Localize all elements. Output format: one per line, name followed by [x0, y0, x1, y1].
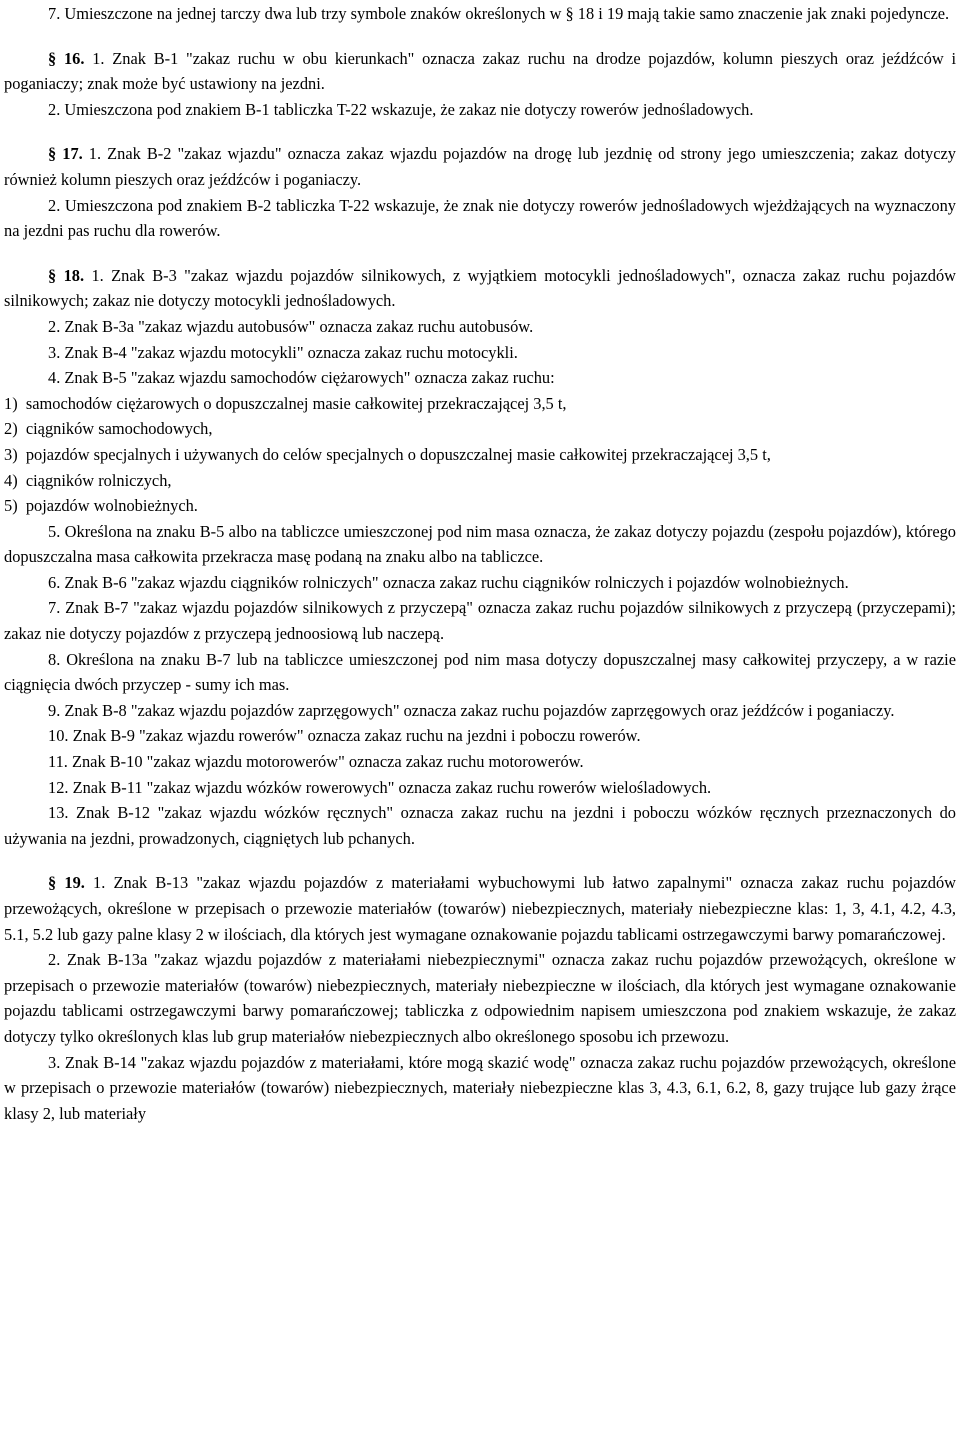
- paragraph-text: 12. Znak B-11 "zakaz wjazdu wózków rowerowych" oznacza zakaz ruchu rowerów wielośladowych.: [48, 777, 712, 797]
- section-number: § 17.: [48, 144, 83, 164]
- paragraph: [4, 723, 956, 749]
- paragraph-text: 1. Znak B-2 "zakaz wjazdu" oznacza zakaz wjazdu pojazdów na drogę lub jezdnię od strony jego umieszczenia; zakaz dotyczy również kolumn pieszych oraz jeźdźców i poganiaczy.: [4, 144, 957, 189]
- section-paragraph-17: [4, 141, 956, 192]
- list-item: [4, 391, 956, 417]
- paragraph-text: 11. Znak B-10 "zakaz wjazdu motorowerów" oznacza zakaz ruchu motorowerów.: [48, 752, 584, 772]
- paragraph: [4, 698, 956, 724]
- list-item-text: 4) ciągników rolniczych,: [4, 470, 172, 490]
- section-number: § 16.: [48, 48, 85, 68]
- section-number: § 19.: [48, 873, 85, 893]
- paragraph: [4, 800, 956, 851]
- paragraph-text: 3. Znak B-4 "zakaz wjazdu motocykli" oznacza zakaz ruchu motocykli.: [48, 342, 518, 362]
- paragraph: [4, 749, 956, 775]
- list-item-text: 5) pojazdów wolnobieżnych.: [4, 496, 198, 516]
- section-paragraph-19: [4, 870, 956, 947]
- paragraph: [4, 340, 956, 366]
- paragraph-text: 9. Znak B-8 "zakaz wjazdu pojazdów zaprzęgowych" oznacza zakaz ruchu pojazdów zaprzęgowych oraz jeźdźców i poganiaczy.: [48, 700, 895, 720]
- list-item: [4, 493, 956, 519]
- paragraph: [4, 647, 956, 698]
- paragraph: [4, 365, 956, 391]
- list-item-text: 1) samochodów ciężarowych o dopuszczalnej masie całkowitej przekraczającej 3,5 t,: [4, 393, 567, 413]
- paragraph-text: 5. Określona na znaku B-5 albo na tabliczce umieszczonej pod nim masa oznacza, że zakaz dotyczy pojazdu (zespołu pojazdów), którego dopuszczalna masa całkowita przekracza masę podaną na znaku albo na tabliczce.: [4, 521, 956, 567]
- paragraph-text: 8. Określona na znaku B-7 lub na tabliczce umieszczonej pod nim masa dotyczy dopuszczalnej masy całkowitej przyczepy, a w razie ciągnięcia dwóch przyczep - sumy ich mas.: [4, 649, 956, 695]
- paragraph-text: 6. Znak B-6 "zakaz wjazdu ciągników rolniczych" oznacza zakaz ruchu ciągników rolniczych i pojazdów wolnobieżnych.: [48, 572, 849, 592]
- paragraph: [4, 193, 956, 244]
- paragraph-text: 1. Znak B-13 "zakaz wjazdu pojazdów z materiałami wybuchowymi lub łatwo zapalnymi" oznacza zakaz ruchu pojazdów przewożących, określone w przepisach o przewozie materiałów (towarów) niebezpiecznych, materiały niebezpieczne klas: 1, 3, 4.1, 4.2, 4.3, 5.1, 5.2 lub gazy palne klasy 2 w ilościach, dla których jest wymagane oznakowanie pojazdu tablicami ostrzegawczymi barwy pomarańczowej.: [4, 873, 956, 944]
- paragraph-text: 1. Znak B-3 "zakaz wjazdu pojazdów silnikowych, z wyjątkiem motocykli jednośladowych", oznacza zakaz ruchu pojazdów silnikowych; zakaz nie dotyczy motocykli jednośladowych.: [4, 265, 957, 311]
- paragraph-text: 2. Znak B-3a "zakaz wjazdu autobusów" oznacza zakaz ruchu autobusów.: [48, 316, 534, 336]
- paragraph-text: 2. Umieszczona pod znakiem B-1 tabliczka T-22 wskazuje, że zakaz nie dotyczy rowerów jednośladowych.: [48, 99, 754, 119]
- paragraph-text: 10. Znak B-9 "zakaz wjazdu rowerów" oznacza zakaz ruchu na jezdni i poboczu rowerów.: [48, 726, 641, 746]
- paragraph-text: 7. Znak B-7 "zakaz wjazdu pojazdów silnikowych z przyczepą" oznacza zakaz ruchu pojazdów silnikowych z przyczepą (przyczepami); zakaz nie dotyczy pojazdów z przyczepą jednoosiową lub naczepą.: [4, 598, 956, 644]
- paragraph-text: 3. Znak B-14 "zakaz wjazdu pojazdów z materiałami, które mogą skazić wodę" oznacza zakaz ruchu pojazdów przewożących, określone w przepisach o przewozie materiałów (towarów) niebezpiecznych, materiały niebezpieczne klas 3, 4.3, 6.1, 6.2, 8, gazy trujące lub gazy żrące klasy 2, lub materiały: [4, 1052, 956, 1123]
- list-item-text: 2) ciągników samochodowych,: [4, 419, 213, 439]
- paragraph: [4, 947, 956, 1049]
- paragraph: [4, 775, 956, 801]
- paragraph: [4, 595, 956, 646]
- paragraph-text: 2. Znak B-13a "zakaz wjazdu pojazdów z materiałami niebezpiecznymi" oznacza zakaz ruchu pojazdów przewożących, określone w przepisach o przewozie materiałów (towarów) niebezpiecznych, materiały niebezpieczne w ilościach, dla których jest wymagane oznakowanie pojazdu tablicami ostrzegawczymi barwy pomarańczowej; tabliczka z odpowiednim napisem umieszczona pod znakiem wskazuje, że zakaz dotyczy tylko określonych klas lub grup materiałów niebezpiecznych albo określonego sposobu ich przewozu.: [4, 950, 956, 1046]
- paragraph: [4, 1, 956, 27]
- paragraph-text: 1. Znak B-1 "zakaz ruchu w obu kierunkach" oznacza zakaz ruchu na drodze pojazdów, kolumn pieszych oraz jeźdźców i poganiaczy; znak może być ustawiony na jezdni.: [4, 48, 956, 94]
- paragraph: [4, 1050, 956, 1127]
- list-item: [4, 468, 956, 494]
- list-item-text: 3) pojazdów specjalnych i używanych do celów specjalnych o dopuszczalnej masie całkowitej przekraczającej 3,5 t,: [4, 444, 771, 464]
- paragraph-text: 13. Znak B-12 "zakaz wjazdu wózków ręcznych" oznacza zakaz ruchu na jezdni i poboczu wózków ręcznych przeznaczonych do używania na jezdni, prowadzonych, ciągniętych lub pchanych.: [4, 803, 956, 848]
- paragraph-text: 7. Umieszczone na jednej tarczy dwa lub trzy symbole znaków określonych w § 18 i 19 mają takie samo znaczenie jak znaki pojedyncze.: [48, 4, 950, 23]
- paragraph: [4, 97, 956, 123]
- section-paragraph-18: [4, 263, 956, 314]
- list-item: [4, 416, 956, 442]
- paragraph: [4, 314, 956, 340]
- paragraph: [4, 519, 956, 570]
- list-item: [4, 442, 956, 468]
- paragraph-text: 4. Znak B-5 "zakaz wjazdu samochodów ciężarowych" oznacza zakaz ruchu:: [48, 368, 555, 388]
- paragraph: [4, 570, 956, 596]
- section-number: § 18.: [48, 265, 85, 285]
- paragraph-text: 2. Umieszczona pod znakiem B-2 tabliczka T-22 wskazuje, że znak nie dotyczy rowerów jednośladowych wjeżdżających na wyznaczony na jezdni pas ruchu dla rowerów.: [4, 195, 956, 241]
- section-paragraph-16: [4, 46, 956, 97]
